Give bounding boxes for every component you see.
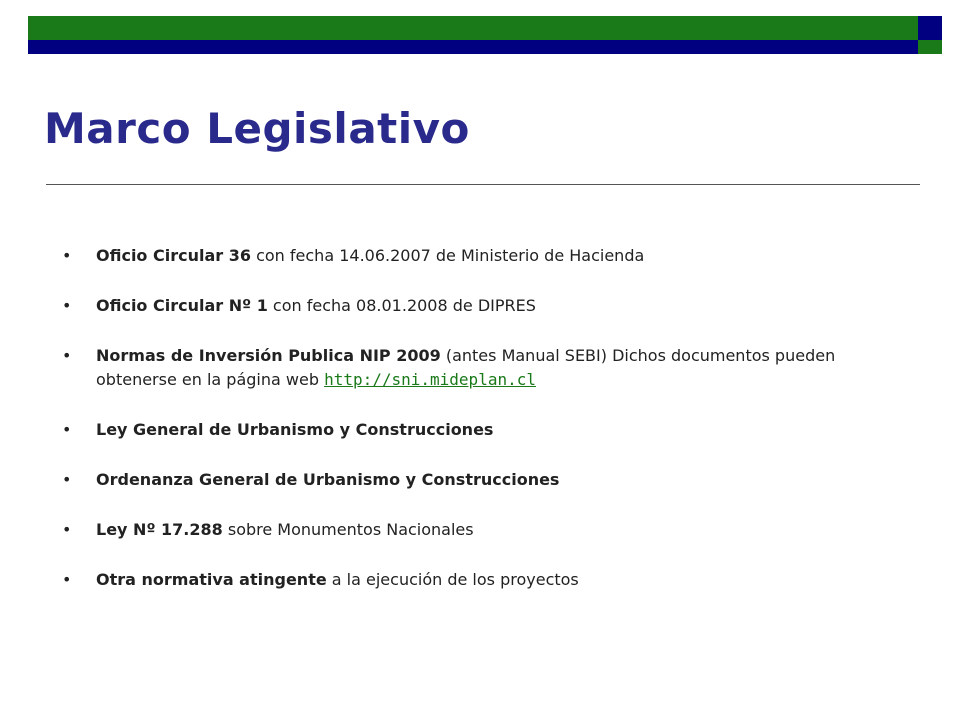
list-item-bold: Ley Nº 17.288 (96, 520, 223, 539)
list-item-bold: Oficio Circular Nº 1 (96, 296, 268, 315)
legislation-list (60, 244, 880, 618)
header-green-band (28, 16, 918, 40)
list-item-bold: Ordenanza General de Urbanismo y Construcciones (96, 470, 560, 489)
list-item-text: sobre Monumentos Nacionales (222, 520, 474, 539)
list-item-text: (antes Manual SEBI) Dichos documentos pueden obtenerse en la página web (96, 346, 836, 389)
list-item (60, 568, 880, 592)
list-item (60, 244, 880, 268)
list-item (60, 344, 880, 392)
list-item (60, 518, 880, 542)
list-item (60, 294, 880, 318)
list-item (60, 418, 880, 442)
slide-title: Marco Legislativo (44, 104, 470, 153)
list-item-text: con fecha 08.01.2008 de DIPRES (267, 296, 536, 315)
list-item-bold: Ley General de Urbanismo y Construcciones (96, 420, 494, 439)
list-item-bold: Otra normativa atingente (96, 570, 327, 589)
list-item-bold: Normas de Inversión Publica NIP 2009 (96, 346, 441, 365)
list-item-bold: Oficio Circular 36 (96, 246, 251, 265)
list-item-text: a la ejecución de los proyectos (326, 570, 579, 589)
title-divider (46, 184, 920, 185)
header-corner-green-square (918, 40, 942, 54)
mideplan-link[interactable]: http://sni.mideplan.cl (324, 370, 536, 389)
header-corner-navy-square (918, 16, 942, 40)
list-item (60, 468, 880, 492)
header-navy-band (28, 40, 918, 54)
list-item-text: con fecha 14.06.2007 de Ministerio de Hacienda (251, 246, 645, 265)
